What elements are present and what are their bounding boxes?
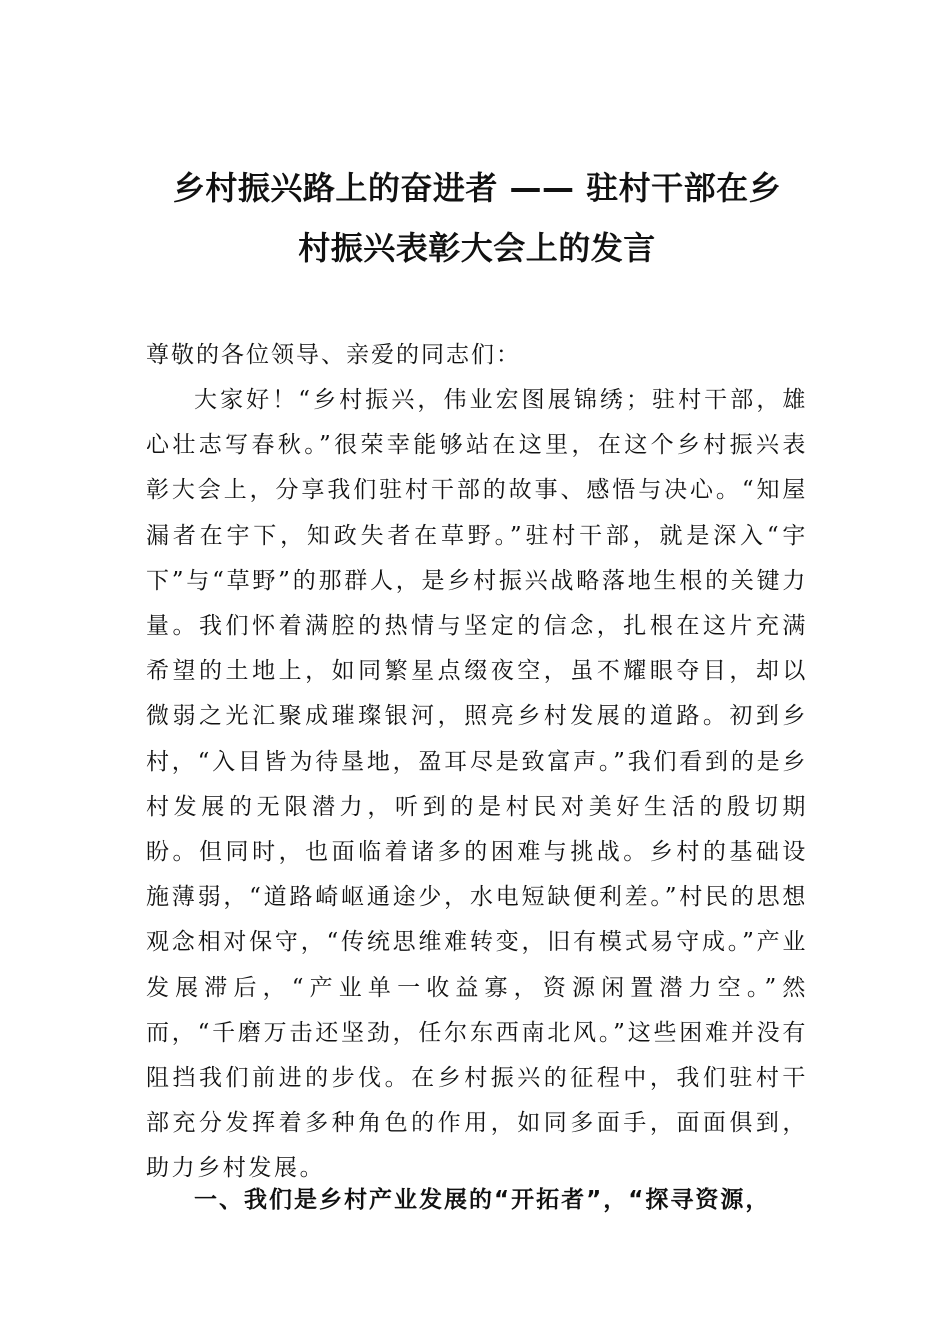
- title-line-1: 乡村振兴路上的奋进者 —— 驻村干部在乡: [172, 169, 782, 207]
- section-heading: 一、我们是乡村产业发展的“开拓者”，“探寻资源，: [194, 1187, 771, 1213]
- document-title: [146, 158, 808, 278]
- body-paragraph: 大家好！“乡村振兴，伟业宏图展锦绣；驻村干部，雄心壮志写春秋。”很荣幸能够站在这里，在这个乡村振兴表彰大会上，分享我们驻村干部的故事、感悟与决心。“知屋漏者在宇下，知政失者在草野。”驻村干部，就是深入“宇下”与“草野”的那群人，是乡村振兴战略落地生根的关键力量。我们怀着满腔的热情与坚定的信念，扎根在这片充满希望的土地上，如同繁星点缀夜空，虽不耀眼夺目，却以微弱之光汇聚成璀璨银河，照亮乡村发展的道路。初到乡村，“入目皆为待垦地，盈耳尽是致富声。”我们看到的是乡村发展的无限潜力，听到的是村民对美好生活的殷切期盼。但同时，也面临着诸多的困难与挑战。乡村的基础设施薄弱，“道路崎岖通途少，水电短缺便利差。”村民的思想观念相对保守，“传统思维难转变，旧有模式易守成。”产业发展滞后，“产业单一收益寡，资源闲置潜力空。”然而，“千磨万击还坚劲，任尔东西南北风。”这些困难并没有阻挡我们前进的步伐。在乡村振兴的征程中，我们驻村干部充分发挥着多种角色的作用，如同多面手，面面俱到，助力乡村发展。: [146, 387, 808, 1182]
- salutation: 尊敬的各位领导、亲爱的同志们：: [146, 342, 521, 368]
- title-line-2: 村振兴表彰大会上的发言: [298, 229, 656, 267]
